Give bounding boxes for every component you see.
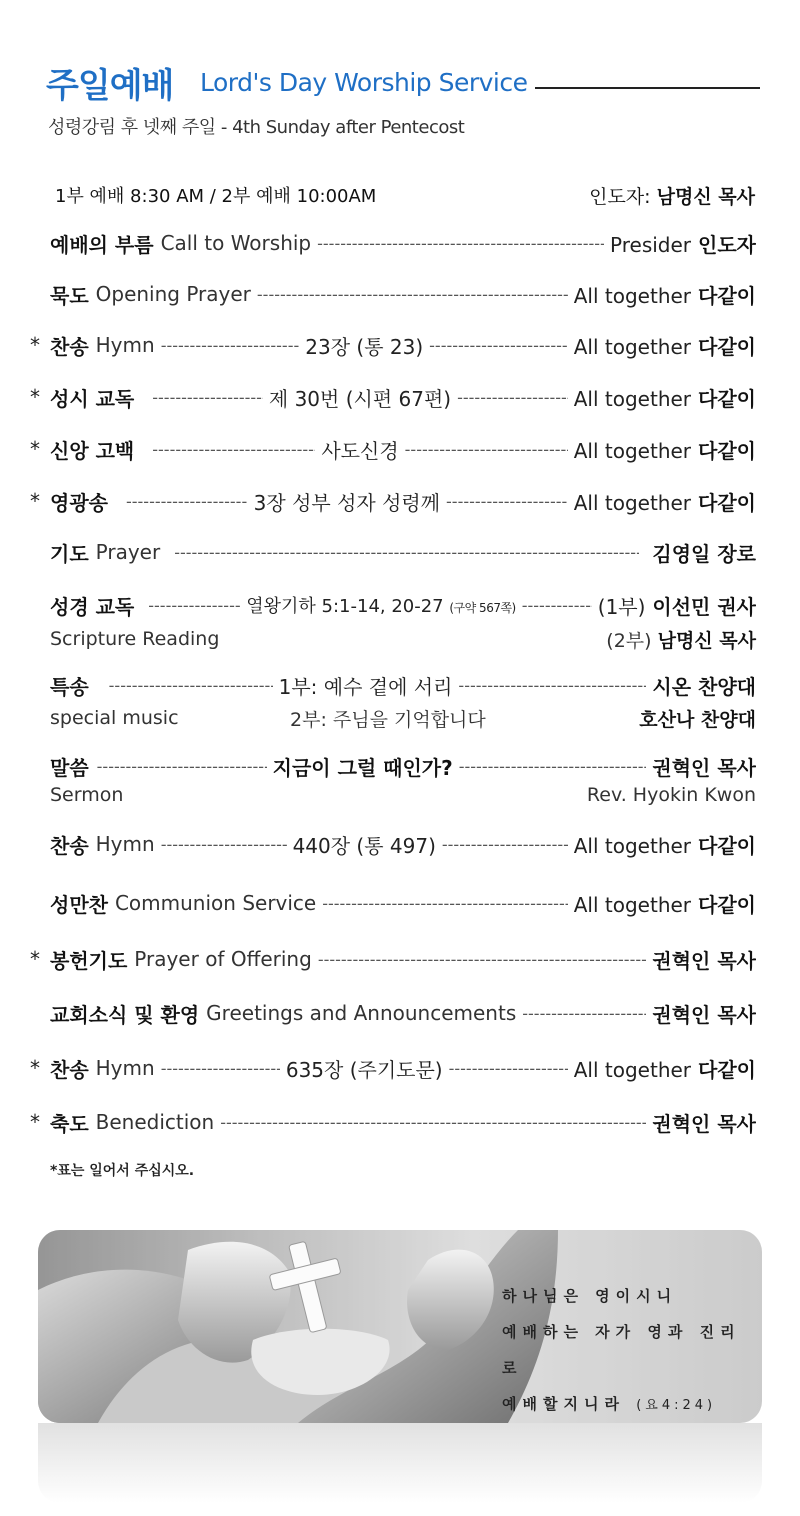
item-right — [652, 671, 756, 700]
leader-dashes — [449, 1059, 568, 1078]
item-right-ko: 다같이 — [698, 833, 756, 858]
item-right-ko: 다같이 — [698, 283, 756, 308]
item-title-en: Scripture Reading — [50, 628, 220, 650]
item-title-ko: 성시 교독 — [50, 386, 135, 411]
item-right — [574, 435, 756, 464]
item-right — [574, 331, 756, 360]
item-right-en: All together — [573, 283, 692, 308]
item-right-en: All together — [573, 833, 692, 858]
page-header — [46, 58, 760, 106]
item-title-en: Call to Worship — [160, 231, 312, 255]
item-title-en: Opening Prayer — [95, 282, 251, 306]
leader-dashes — [442, 835, 568, 854]
leader-dashes — [458, 676, 646, 695]
item-right — [598, 591, 756, 620]
item-right-ko: 남명신 목사 — [657, 629, 756, 652]
leader-dashes — [522, 596, 592, 615]
order-item — [30, 486, 756, 516]
stand-marker: * — [30, 947, 40, 971]
stand-marker: * — [30, 333, 40, 357]
item-right — [652, 999, 756, 1028]
item-detail: 1부: 예수 곁에 서리 — [278, 674, 453, 699]
item-detail: 440장 (통 497) — [292, 833, 436, 858]
item-detail: 23장 (통 23) — [305, 334, 424, 359]
item-right — [610, 229, 756, 258]
item-title-ko: 기도 — [50, 541, 89, 566]
order-item — [30, 1107, 756, 1137]
leader-dashes — [405, 440, 568, 459]
sermon-sub — [50, 782, 756, 808]
scripture-reading-sub — [50, 626, 756, 652]
leader-name: 남명신 목사 — [656, 186, 755, 208]
item-title-en: Greetings and Announcements — [206, 1001, 517, 1025]
scripture-page: (구약 567쪽) — [449, 601, 516, 615]
item-title-ko: 찬송 — [50, 334, 89, 359]
scripture-passage: 열왕기하 5:1-14, 20-27 — [246, 596, 444, 617]
item-title-en: Prayer of Offering — [134, 947, 312, 971]
item-title-ko: 영광송 — [50, 490, 108, 515]
item-right-en: All together — [573, 438, 692, 463]
sermon — [30, 751, 756, 781]
leader-dashes — [446, 492, 568, 511]
leader-dashes — [459, 757, 647, 776]
item-right-ko: 호산나 찬양대 — [639, 708, 756, 731]
item-title-ko: 성경 교독 — [50, 594, 135, 619]
item-title-ko: 신앙 고백 — [50, 438, 135, 463]
item-title-en: Benediction — [95, 1110, 215, 1134]
bible-verse — [502, 1278, 752, 1423]
item-right-en: All together — [573, 386, 692, 411]
item-title-ko: 성만찬 — [50, 892, 108, 917]
leader-dashes — [174, 543, 639, 562]
item-right — [652, 752, 756, 781]
order-item — [30, 330, 756, 360]
item-right-ko: 다같이 — [698, 438, 756, 463]
leader-dashes — [109, 676, 273, 695]
item-right — [606, 626, 756, 653]
stand-marker: * — [30, 437, 40, 461]
scripture-reading — [30, 590, 756, 620]
item-right-en: (2부) — [606, 629, 652, 652]
item-title-ko: 봉헌기도 — [50, 948, 128, 973]
item-detail — [246, 592, 515, 618]
title-english: Lord's Day Worship Service — [200, 68, 528, 97]
item-right-ko: 권혁인 목사 — [652, 1111, 756, 1136]
item-right-ko: 권혁인 목사 — [652, 948, 756, 973]
item-title-ko: 찬송 — [50, 1057, 89, 1082]
item-right-en: (1부) — [597, 594, 646, 619]
item-title-ko: 찬송 — [50, 833, 89, 858]
leader-dashes — [148, 596, 240, 615]
leader-dashes — [318, 950, 647, 969]
item-title-ko: 축도 — [50, 1111, 89, 1136]
leader-dashes — [522, 1004, 646, 1023]
leader-dashes — [97, 757, 267, 776]
item-title-en: Hymn — [95, 333, 155, 357]
item-right-ko: 다같이 — [698, 1057, 756, 1082]
leader — [589, 182, 755, 209]
service-times: 1부 예배 8:30 AM / 2부 예배 10:00AM — [55, 186, 377, 207]
item-title-en: Sermon — [50, 784, 124, 806]
order-item — [30, 1053, 756, 1083]
item-title-ko: 예배의 부름 — [50, 232, 154, 257]
stand-marker: * — [30, 1056, 40, 1080]
item-right-ko: 김영일 장로 — [652, 541, 756, 566]
item-right-en: All together — [573, 1057, 692, 1082]
item-right-en: Presider — [610, 232, 692, 257]
item-right — [574, 1054, 756, 1083]
item-right — [645, 538, 756, 567]
item-right-en: Rev. Hyokin Kwon — [586, 784, 756, 806]
item-title-ko: 특송 — [50, 674, 89, 699]
leader-label: 인도자: — [589, 186, 651, 208]
leader-dashes — [322, 894, 568, 913]
item-title-en: special music — [50, 707, 179, 729]
item-title-en: Prayer — [95, 540, 161, 564]
item-right-en: All together — [573, 892, 692, 917]
order-item — [30, 888, 756, 918]
item-title-en: Hymn — [95, 832, 155, 856]
item-title-en: Communion Service — [114, 891, 317, 915]
item-right-en: All together — [573, 334, 692, 359]
leader-dashes — [220, 1113, 646, 1132]
item-right — [652, 945, 756, 974]
item-right — [574, 830, 756, 859]
subtitle: 성령강림 후 넷째 주일 - 4th Sunday after Pentecost — [48, 117, 465, 138]
verse-line: 하나님은 영이시니 — [502, 1287, 678, 1305]
standing-note: *표는 일어서 주십시오. — [50, 1163, 195, 1179]
item-title-ko: 묵도 — [50, 283, 89, 308]
item-right-en: All together — [573, 490, 692, 515]
leader-dashes — [161, 835, 287, 854]
leader-dashes — [161, 336, 300, 355]
item-right-ko: 권혁인 목사 — [652, 1002, 756, 1027]
stand-marker: * — [30, 1110, 40, 1134]
item-right-ko: 다같이 — [698, 892, 756, 917]
item-detail: 제 30번 (시편 67편) — [268, 386, 452, 411]
item-right — [574, 383, 756, 412]
title-korean: 주일예배 — [46, 66, 174, 106]
stand-marker: * — [30, 489, 40, 513]
order-item — [30, 998, 756, 1028]
hands-cross-photo — [38, 1230, 762, 1423]
leader-dashes — [126, 492, 248, 511]
order-item — [30, 279, 756, 309]
item-right-ko: 다같이 — [698, 334, 756, 359]
order-item — [30, 228, 756, 258]
verse-line: 예배하는 자가 영과 진리로 — [502, 1323, 741, 1377]
order-item — [30, 537, 756, 567]
leader-dashes — [429, 336, 568, 355]
photo-reflection — [38, 1423, 762, 1503]
item-title-en: Hymn — [95, 1056, 155, 1080]
item-detail: 635장 (주기도문) — [285, 1057, 443, 1082]
order-item — [30, 434, 756, 464]
verse-reference: (요4:24) — [636, 1398, 717, 1413]
item-right-ko: 시온 찬양대 — [652, 674, 756, 699]
item-right-ko: 다같이 — [698, 386, 756, 411]
item-title-ko: 교회소식 및 환영 — [50, 1002, 200, 1027]
verse-text: 예배할지니라 — [502, 1395, 625, 1413]
leader-dashes — [257, 285, 568, 304]
special-music-sub — [50, 705, 756, 731]
item-right — [574, 280, 756, 309]
item-right — [574, 889, 756, 918]
leader-dashes — [152, 440, 315, 459]
leader-dashes — [457, 388, 568, 407]
item-right — [652, 1108, 756, 1137]
order-item — [30, 382, 756, 412]
special-music — [30, 670, 756, 700]
item-right — [574, 487, 756, 516]
leader-dashes — [161, 1059, 280, 1078]
item-right-ko: 다같이 — [698, 490, 756, 515]
item-right-ko: 이선민 권사 — [652, 594, 756, 619]
item-right-ko: 권혁인 목사 — [652, 755, 756, 780]
title-rule — [535, 87, 760, 89]
item-detail: 3장 성부 성자 성령께 — [253, 490, 441, 515]
item-title-ko: 말씀 — [50, 755, 89, 780]
item-detail: 2부: 주님을 기억합니다 — [290, 708, 486, 731]
leader-dashes — [317, 234, 604, 253]
item-detail: 사도신경 — [321, 438, 399, 463]
leader-dashes — [152, 388, 263, 407]
order-item — [30, 829, 756, 859]
sermon-title: 지금이 그럴 때인가? — [272, 755, 453, 780]
stand-marker: * — [30, 385, 40, 409]
verse-line — [502, 1386, 752, 1423]
item-right-ko: 인도자 — [698, 232, 756, 257]
order-item — [30, 944, 756, 974]
